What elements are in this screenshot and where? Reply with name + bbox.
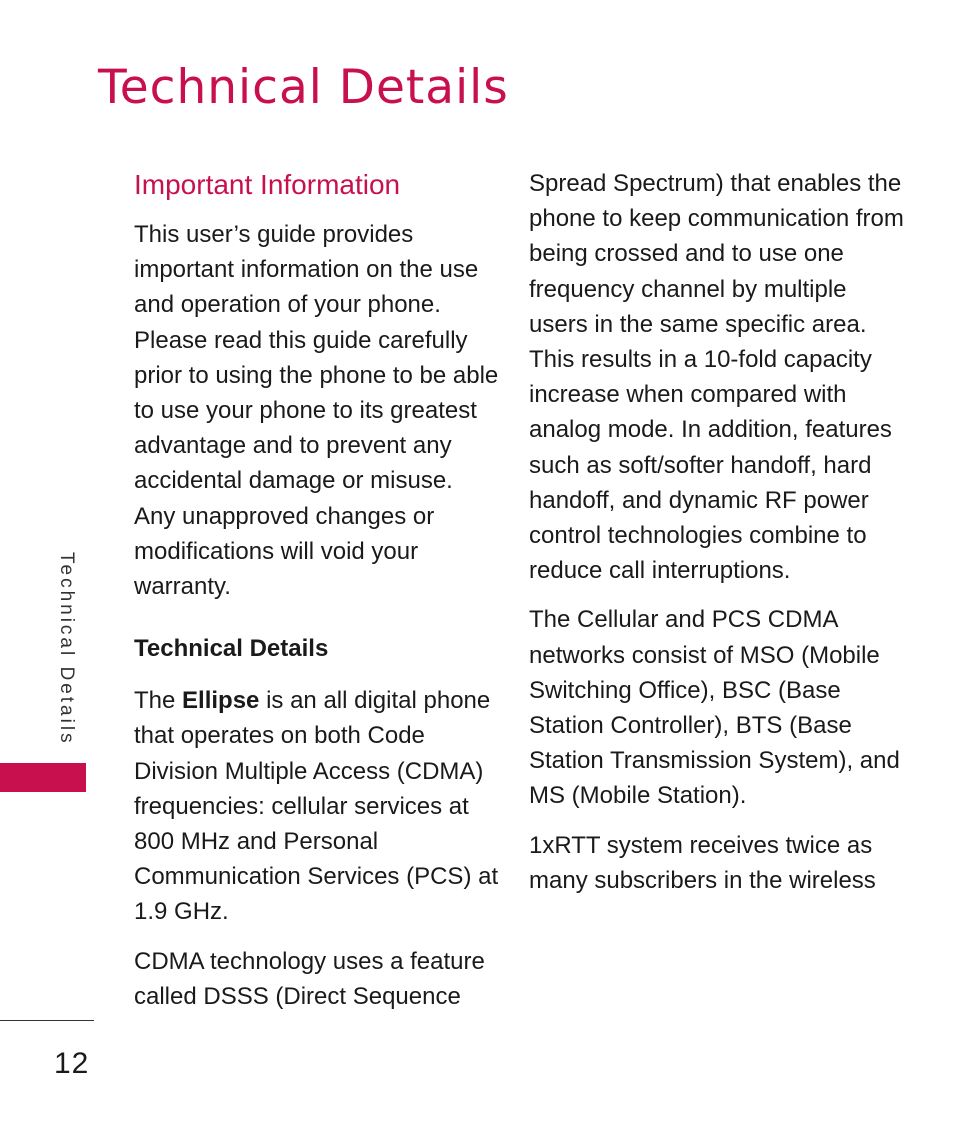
page-number: 12 bbox=[54, 1047, 90, 1080]
intro-paragraph: This user’s guide provides important information on the use and operation of your phone. Please read this guide carefully prior to using the phone to be able to use your phone to its greatest advantage and to prevent any accidental damage or misuse. Any unapproved changes or modifications will void your warranty. bbox=[134, 221, 499, 601]
right-column bbox=[529, 166, 909, 898]
brand-name-ellipse: Ellipse bbox=[182, 687, 260, 715]
tech-paragraph-rest: is an all digital phone that operates on both Code Division Multiple Access (CDMA) frequencies: cellular services at 800 MHz and Personal Communication Services (PCS) at 1.9 GHz. bbox=[134, 687, 499, 926]
subheading-technical-details: Technical Details bbox=[134, 635, 329, 663]
left-column bbox=[134, 166, 499, 1014]
footer-rule bbox=[0, 1020, 94, 1021]
side-section-label: Technical Details bbox=[56, 552, 77, 746]
cdma-paragraph-start: CDMA technology uses a feature called DSSS (Direct Sequence bbox=[134, 947, 485, 1010]
networks-paragraph: The Cellular and PCS CDMA networks consist of MSO (Mobile Switching Office), BSC (Base Station Controller), BTS (Base Station Transmission System), and MS (Mobile Station). bbox=[529, 606, 900, 810]
technical-details-paragraph bbox=[134, 683, 499, 929]
section-heading-important-information: Important Information bbox=[134, 169, 401, 200]
rtt-paragraph-start: 1xRTT system receives twice as many subscribers in the wireless bbox=[529, 831, 876, 894]
side-tab-marker bbox=[0, 763, 86, 792]
tech-paragraph-prefix: The bbox=[134, 687, 183, 715]
page-title: Technical Details bbox=[98, 60, 509, 115]
cdma-paragraph-continued: Spread Spectrum) that enables the phone to keep communication from being crossed and to use one frequency channel by multiple users in the same specific area. This results in a 10-fold capacity increase when compared with analog mode. In addition, features such as soft/softer handoff, hard handoff, and dynamic RF power control technologies combine to reduce call interruptions. bbox=[529, 170, 904, 585]
